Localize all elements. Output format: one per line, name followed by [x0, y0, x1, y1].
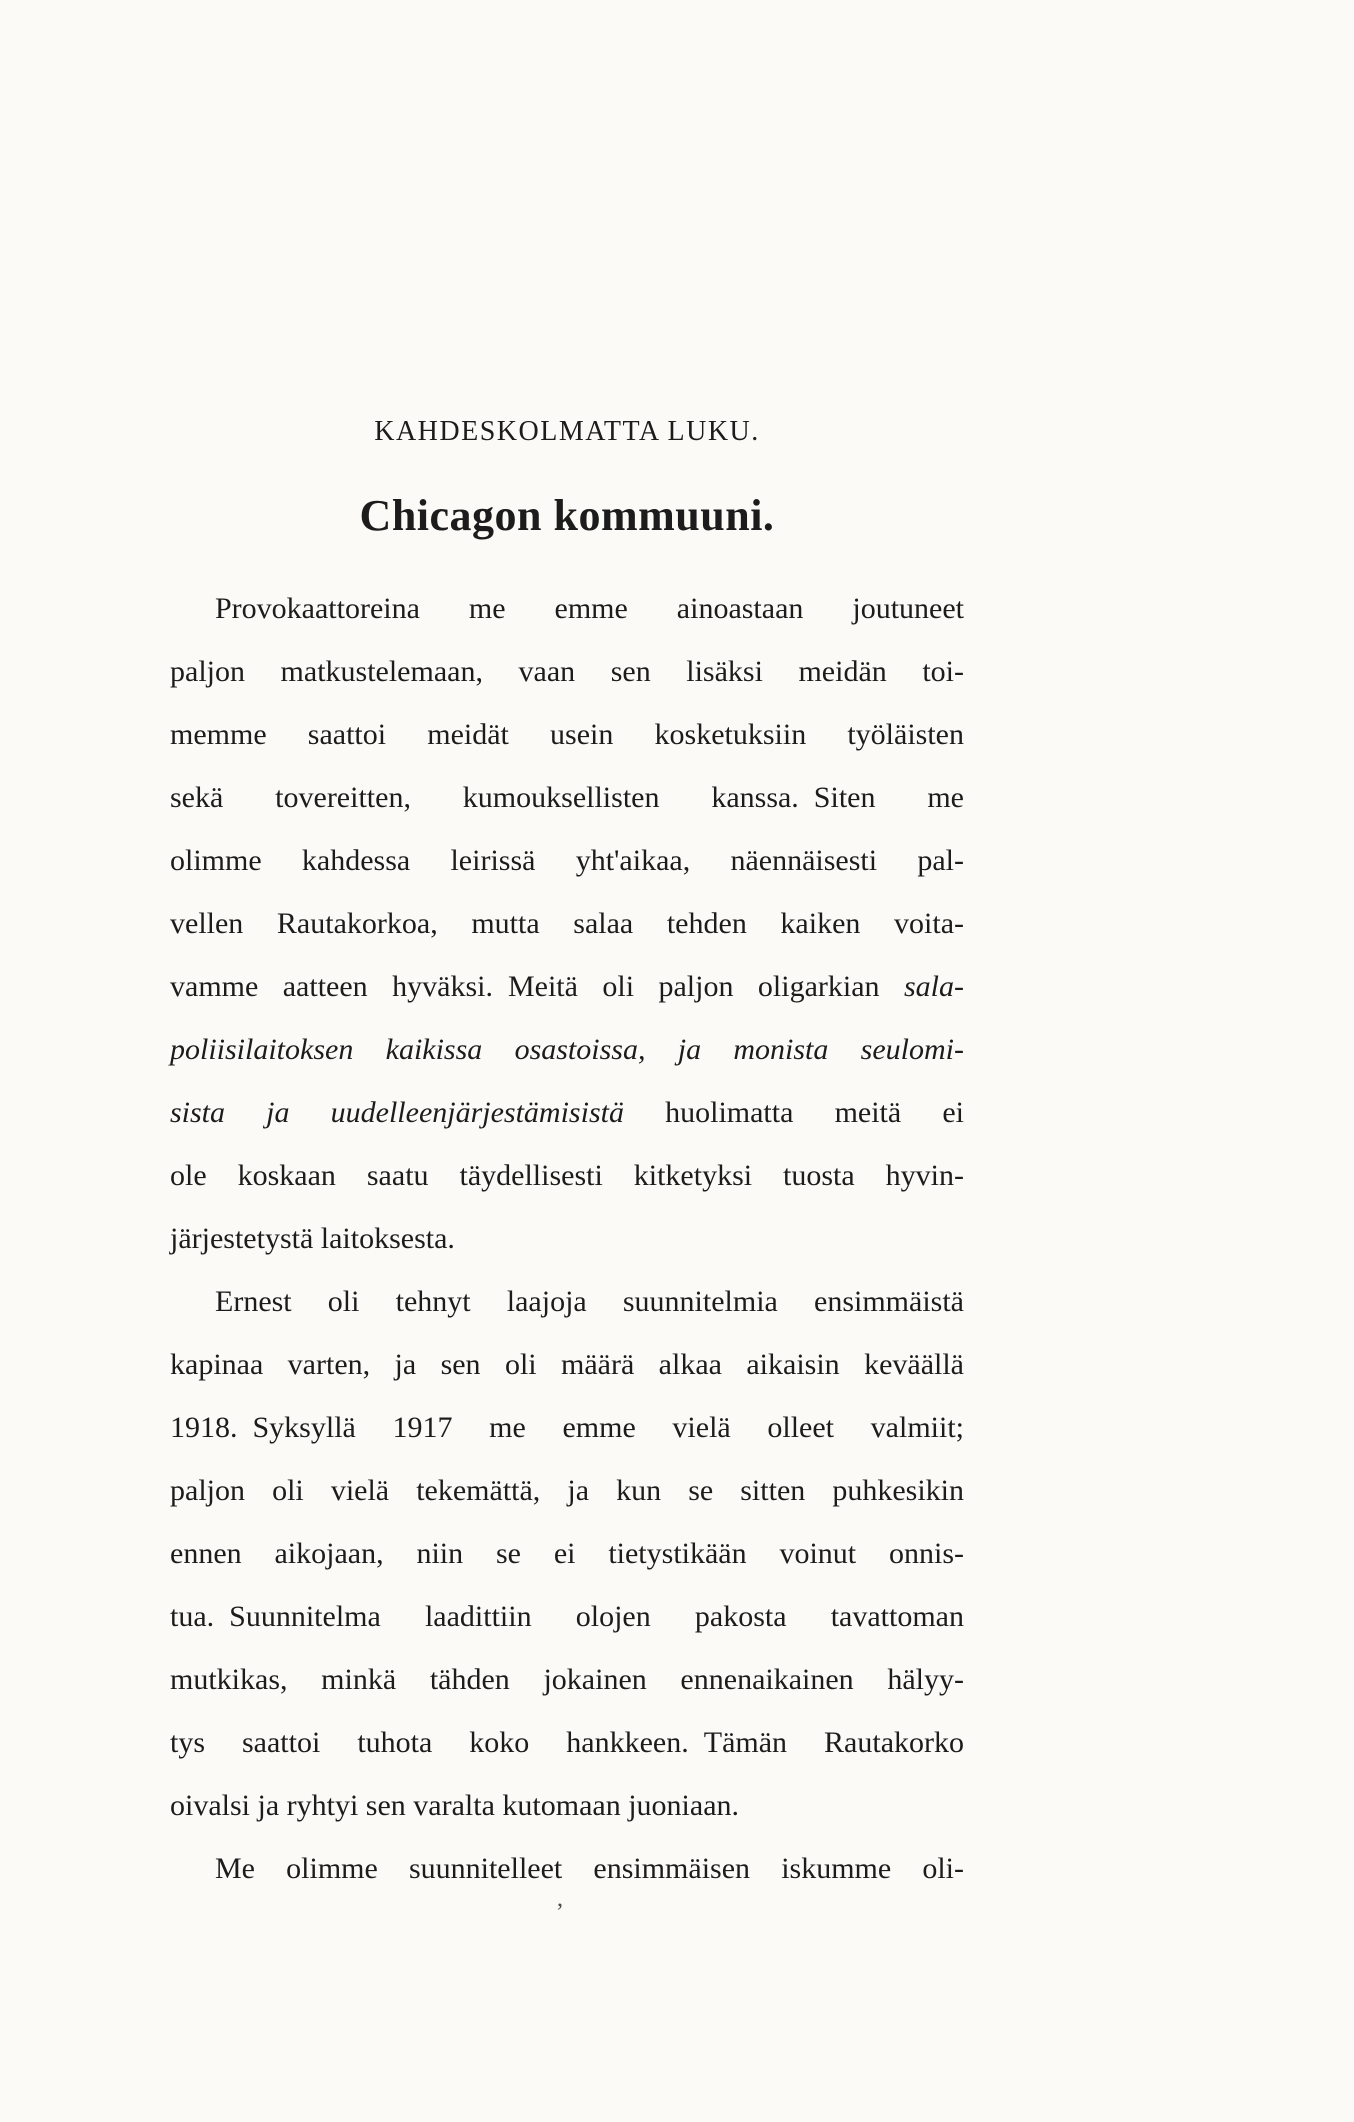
text-segment: kapinaa varten, ja sen oli määrä alkaa aikaisin keväällä	[170, 1348, 964, 1381]
text-segment: 1918. Syksyllä 1917 me emme vielä olleet valmiit;	[170, 1411, 964, 1444]
text-segment: huolimatta meitä ei	[623, 1096, 965, 1129]
text-line	[170, 1711, 964, 1774]
italic-text: sala-	[904, 970, 964, 1003]
text-segment: tua. Suunnitelma laadittiin olojen pakosta tavattoman	[170, 1600, 964, 1633]
text-segment: memme saattoi meidät usein kosketuksiin työläisten	[170, 718, 964, 751]
text-segment: oivalsi ja ryhtyi sen varalta kutomaan juoniaan.	[170, 1789, 740, 1822]
text-segment: järjestetystä laitoksesta.	[170, 1222, 455, 1255]
text-segment: paljon matkustelemaan, vaan sen lisäksi meidän toi-	[170, 655, 964, 688]
body-text	[170, 577, 964, 1900]
chapter-heading: KAHDESKOLMATTA LUKU.	[374, 416, 760, 447]
text-line	[170, 577, 964, 640]
text-line	[170, 1018, 964, 1081]
text-line	[170, 1459, 964, 1522]
italic-text: poliisilaitoksen kaikissa osastoissa, ja monista seulomi-	[170, 1033, 964, 1066]
text-segment: Me olimme suunnitelleet ensimmäisen iskumme oli-	[215, 1852, 964, 1885]
text-line	[170, 1585, 964, 1648]
text-line	[170, 766, 964, 829]
text-line	[170, 1648, 964, 1711]
text-line	[170, 1333, 964, 1396]
text-line	[170, 1522, 964, 1585]
text-line	[170, 1396, 964, 1459]
text-line	[170, 703, 964, 766]
paragraph	[170, 577, 964, 1270]
text-line	[170, 640, 964, 703]
text-line	[170, 1270, 964, 1333]
text-segment: ole koskaan saatu täydellisesti kitketyksi tuosta hyvin-	[170, 1159, 964, 1192]
text-line	[170, 1144, 964, 1207]
text-segment: Ernest oli tehnyt laajoja suunnitelmia ensimmäistä	[215, 1285, 964, 1318]
paragraph	[170, 1270, 964, 1837]
text-segment: vellen Rautakorkoa, mutta salaa tehden kaiken voita-	[170, 907, 964, 940]
page-title: Chicagon kommuuni.	[359, 491, 775, 540]
text-segment: mutkikas, minkä tähden jokainen ennenaikainen hälyy-	[170, 1663, 964, 1696]
text-segment: tys saattoi tuhota koko hankkeen. Tämän Rautakorko	[170, 1726, 964, 1759]
text-column	[170, 415, 964, 1900]
text-segment: ennen aikojaan, niin se ei tietystikään voinut onnis-	[170, 1537, 964, 1570]
paragraph	[170, 1837, 964, 1900]
text-segment: Provokaattoreina me emme ainoastaan joutuneet	[215, 592, 964, 625]
italic-text: sista ja uudelleenjärjestämisistä	[170, 1096, 624, 1129]
text-line	[170, 1774, 964, 1837]
ink-speck: ,	[557, 1886, 563, 1912]
text-line	[170, 1081, 964, 1144]
text-line	[170, 955, 964, 1018]
text-line	[170, 1207, 964, 1270]
text-segment: sekä tovereitten, kumouksellisten kanssa. Siten me	[170, 781, 964, 814]
text-segment: olimme kahdessa leirissä yht'aikaa, näennäisesti pal-	[170, 844, 964, 877]
text-segment: vamme aatteen hyväksi. Meitä oli paljon oligarkian	[170, 970, 904, 1003]
text-line	[170, 1837, 964, 1900]
text-line	[170, 829, 964, 892]
text-line	[170, 892, 964, 955]
text-segment: paljon oli vielä tekemättä, ja kun se sitten puhkesikin	[170, 1474, 964, 1507]
